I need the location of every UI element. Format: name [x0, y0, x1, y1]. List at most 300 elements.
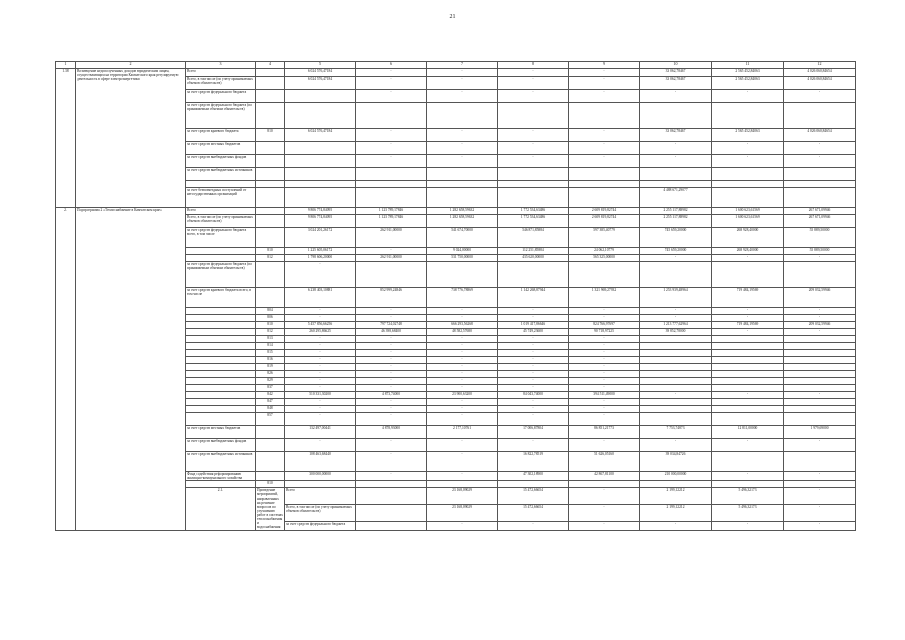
amount-cell: - [356, 69, 427, 77]
amount-cell: - [356, 378, 427, 385]
budget-code-cell: 804 [256, 308, 285, 315]
amount-cell: - [427, 521, 498, 530]
amount-cell: - [285, 371, 356, 378]
amount-cell: - [712, 90, 784, 103]
amount-cell: 5 496,32173 [712, 504, 784, 521]
budget-code-cell [356, 521, 427, 530]
amount-cell: 209 032,59946 [784, 288, 856, 308]
amount-cell: 852 999,24846 [356, 288, 427, 308]
amount-cell [640, 343, 712, 350]
amount-cell: 1 225 605,06172 [285, 248, 356, 255]
amount-cell [356, 168, 427, 181]
budget-code-cell [256, 90, 285, 103]
amount-cell: - [285, 262, 356, 288]
amount-cell: 33 062,78467 [640, 69, 712, 77]
amount-cell: 262 911,00000 [356, 228, 427, 248]
amount-cell [784, 364, 856, 371]
budget-code-cell [256, 103, 285, 129]
amount-cell: - [427, 406, 498, 413]
amount-cell: - [784, 155, 856, 168]
amount-cell: - [569, 155, 640, 168]
amount-cell: - [712, 155, 784, 168]
amount-cell: 51 626,05160 [569, 452, 640, 472]
amount-cell: 4 488 671,29077 [640, 188, 712, 208]
amount-cell [784, 168, 856, 181]
funding-source-cell: за счет средств федерального бюджета (по принимаемым объемам обязательств) [186, 262, 256, 288]
funding-source-cell: за счет средств краевого бюджета всего, в том числе [186, 288, 256, 308]
budget-code-cell [256, 262, 285, 288]
amount-cell: 23 900,63200 [427, 392, 498, 399]
amount-cell: 48 582,57680 [427, 329, 498, 336]
amount-cell [712, 378, 784, 385]
column-header: 3 [186, 62, 256, 69]
amount-cell: - [427, 364, 498, 371]
amount-cell [784, 452, 856, 472]
funding-source-cell: за счет средств внебюджетных источников [186, 452, 256, 472]
amount-cell [427, 481, 498, 488]
funding-source-cell [186, 181, 256, 188]
amount-cell [285, 181, 356, 188]
funding-source-cell: за счет средств федерального бюджета всего, в том числе [186, 228, 256, 248]
amount-cell: - [285, 385, 356, 392]
amount-cell [640, 364, 712, 371]
funding-source-cell [186, 385, 256, 392]
amount-cell [498, 188, 569, 208]
funding-source-cell [186, 255, 256, 262]
amount-cell: - [712, 255, 784, 262]
funding-source-cell [186, 343, 256, 350]
amount-cell: 55 889,50000 [784, 248, 856, 255]
amount-cell: - [498, 357, 569, 364]
column-header: 7 [427, 62, 498, 69]
item-description-cell: Подпрограмма 2 «Теплоснабжение в Камчатском крае» [76, 208, 186, 531]
funding-source-cell: за счет средств федерального бюджета [285, 521, 356, 530]
amount-cell: - [712, 142, 784, 155]
amount-cell: 39 852,78000 [640, 329, 712, 336]
amount-cell: - [356, 343, 427, 350]
amount-cell: - [356, 155, 427, 168]
budget-code-cell: 819 [256, 364, 285, 371]
amount-cell: - [285, 406, 356, 413]
budget-code-cell [256, 472, 285, 481]
amount-cell: 2 199,12212 [640, 488, 712, 505]
amount-cell: 12 811,00000 [712, 426, 784, 439]
amount-cell [640, 262, 712, 288]
budget-code-cell: 814 [256, 343, 285, 350]
amount-cell [640, 181, 712, 188]
amount-cell: 1 142 268,87944 [498, 288, 569, 308]
amount-cell [712, 188, 784, 208]
amount-cell [569, 103, 640, 129]
amount-cell [784, 371, 856, 378]
amount-cell: 23 168,09029 [427, 504, 498, 521]
budget-code-cell: 810 [256, 322, 285, 329]
amount-cell: 824 766,97697 [569, 322, 640, 329]
amount-cell [640, 336, 712, 343]
amount-cell [285, 188, 356, 208]
amount-cell [498, 168, 569, 181]
amount-cell: - [640, 439, 712, 452]
budget-code-cell [256, 155, 285, 168]
amount-cell: - [498, 378, 569, 385]
amount-cell [712, 336, 784, 343]
amount-cell [784, 406, 856, 413]
budget-code-cell: 848 [256, 406, 285, 413]
amount-cell: - [712, 521, 784, 530]
amount-cell: - [784, 90, 856, 103]
amount-cell: 33 062,78467 [640, 129, 712, 142]
amount-cell [640, 378, 712, 385]
amount-cell [712, 357, 784, 364]
amount-cell: - [569, 315, 640, 322]
amount-cell: - [285, 364, 356, 371]
amount-cell [640, 413, 712, 426]
amount-cell: 42 867,81100 [569, 472, 640, 481]
amount-cell [640, 357, 712, 364]
amount-cell: - [784, 255, 856, 262]
amount-cell [569, 481, 640, 488]
amount-cell: 4 026 060,84654 [784, 69, 856, 77]
budget-code-cell: 810 [256, 129, 285, 142]
amount-cell: 2 199,12212 [640, 504, 712, 521]
amount-cell: 4 026 060,84654 [784, 77, 856, 90]
amount-cell: - [784, 315, 856, 322]
amount-cell [356, 188, 427, 208]
funding-source-cell [186, 392, 256, 399]
amount-cell: 17 006,87804 [498, 426, 569, 439]
amount-cell [356, 181, 427, 188]
amount-cell: 565 325,00000 [569, 255, 640, 262]
amount-cell: - [569, 357, 640, 364]
funding-source-cell [186, 329, 256, 336]
amount-cell: - [356, 452, 427, 472]
amount-cell: - [498, 336, 569, 343]
item-description-cell: Возмещение недополученных доходов юридическим лицам, осуществляющим на территории Камчатского края регулируемую деятельность в сфере электроэнергетики [76, 69, 186, 208]
amount-cell: 597 385,40779 [569, 228, 640, 248]
amount-cell: - [427, 399, 498, 406]
funding-source-cell [186, 336, 256, 343]
amount-cell: 2 565 452,84063 [712, 77, 784, 90]
amount-cell: - [640, 392, 712, 399]
amount-cell: - [427, 343, 498, 350]
amount-cell: 1 213 777,62964 [640, 322, 712, 329]
budget-code-cell [356, 504, 427, 521]
funding-source-cell [186, 371, 256, 378]
column-header: 10 [640, 62, 712, 69]
amount-cell: - [285, 413, 356, 426]
amount-cell: 2 565 452,84063 [712, 69, 784, 77]
amount-cell: 6 024 576,47184 [285, 129, 356, 142]
amount-cell: - [285, 315, 356, 322]
funding-source-cell: за счет средств местных бюджетов [186, 142, 256, 155]
funding-source-cell: за счет безвозмездных поступлений от негосударственных организаций [186, 188, 256, 208]
amount-cell: 132 497,00441 [285, 426, 356, 439]
amount-cell [640, 168, 712, 181]
amount-cell: - [569, 364, 640, 371]
amount-cell: - [356, 413, 427, 426]
amount-cell: 797 724,02748 [356, 322, 427, 329]
amount-cell: - [569, 406, 640, 413]
amount-cell: 262 911,00000 [356, 255, 427, 262]
amount-cell: - [784, 504, 856, 521]
amount-cell: - [285, 378, 356, 385]
budget-code-cell [256, 288, 285, 308]
amount-cell: 33 062,78467 [640, 77, 712, 90]
amount-cell [784, 357, 856, 364]
amount-cell: 268 928,40000 [712, 248, 784, 255]
amount-cell [427, 188, 498, 208]
amount-cell: - [356, 77, 427, 90]
amount-cell: - [784, 329, 856, 336]
amount-cell [285, 168, 356, 181]
amount-cell [712, 168, 784, 181]
budget-code-cell: 816 [256, 357, 285, 364]
amount-cell [640, 406, 712, 413]
amount-cell: - [498, 308, 569, 315]
amount-cell: - [427, 69, 498, 77]
amount-cell [498, 262, 569, 288]
amount-cell: - [569, 488, 640, 505]
budget-code-cell: 857 [256, 413, 285, 426]
amount-cell: - [427, 90, 498, 103]
amount-cell: - [569, 69, 640, 77]
amount-cell [285, 155, 356, 168]
budget-code-cell: 806 [256, 315, 285, 322]
amount-cell: 666 293,56268 [427, 322, 498, 329]
funding-source-cell: Всего, в том числе (по учету принимаемых объемов обязательств) [186, 215, 256, 228]
budget-code-cell: 812 [256, 329, 285, 336]
item-description-cell: Проведение мероприятий, направленных на решение вопросов по улучшению работ в системах теплоснабжения и водоснабжения [257, 488, 283, 530]
amount-cell: - [640, 142, 712, 155]
funding-source-cell: за счет средств федерального бюджета (по принимаемым объемам обязательств) [186, 103, 256, 129]
amount-cell: 4 878,93000 [356, 426, 427, 439]
amount-cell: - [356, 315, 427, 322]
amount-cell [640, 399, 712, 406]
amount-cell: - [356, 142, 427, 155]
amount-cell: 112 251,85884 [498, 248, 569, 255]
amount-cell [784, 399, 856, 406]
amount-cell: - [640, 90, 712, 103]
amount-cell: - [356, 439, 427, 452]
amount-cell: - [356, 336, 427, 343]
amount-cell [356, 262, 427, 288]
budget-code-cell: 812 [256, 255, 285, 262]
funding-source-cell: за счет средств краевого бюджета [186, 129, 256, 142]
amount-cell: - [356, 129, 427, 142]
amount-cell: 300 000,00000 [285, 472, 356, 481]
amount-cell [712, 406, 784, 413]
amount-cell [712, 350, 784, 357]
amount-cell: 7 753,74873 [640, 426, 712, 439]
funding-source-cell [186, 413, 256, 426]
column-header: 11 [712, 62, 784, 69]
amount-cell: - [356, 248, 427, 255]
amount-cell: 5 457 856,66256 [285, 322, 356, 329]
amount-cell: 84 043,74000 [498, 392, 569, 399]
amount-cell [712, 385, 784, 392]
funding-source-cell [186, 315, 256, 322]
amount-cell: 1 600 623,61569 [712, 215, 784, 228]
table-row [56, 208, 856, 215]
amount-cell [784, 343, 856, 350]
amount-cell: - [640, 521, 712, 530]
amount-cell: - [498, 77, 569, 90]
amount-cell: - [498, 142, 569, 155]
amount-cell [569, 188, 640, 208]
amount-cell: - [498, 350, 569, 357]
amount-cell [784, 181, 856, 188]
amount-cell: - [285, 336, 356, 343]
amount-cell: 1 019 417,86646 [498, 322, 569, 329]
amount-cell: - [285, 350, 356, 357]
amount-cell: - [356, 90, 427, 103]
amount-cell: 3 024 201,26172 [285, 228, 356, 248]
amount-cell: 45 749,23600 [498, 329, 569, 336]
amount-cell: 6 024 576,47184 [285, 77, 356, 90]
amount-cell: - [784, 488, 856, 505]
amount-cell: 510 331,30200 [285, 392, 356, 399]
amount-cell [427, 181, 498, 188]
amount-cell: - [427, 308, 498, 315]
funding-source-cell [186, 481, 256, 488]
amount-cell: - [569, 350, 640, 357]
amount-cell [285, 103, 356, 129]
amount-cell: - [640, 308, 712, 315]
funding-source-cell: за счет средств внебюджетных фондов [186, 439, 256, 452]
amount-cell: 9 806 774,84095 [285, 215, 356, 228]
amount-cell: - [427, 385, 498, 392]
amount-cell [712, 262, 784, 288]
table-body [56, 69, 856, 531]
amount-cell [712, 371, 784, 378]
budget-code-cell: 810 [256, 481, 285, 488]
amount-cell: - [427, 439, 498, 452]
amount-cell: 4 026 060,84654 [784, 129, 856, 142]
amount-cell: 2 565 452,84063 [712, 129, 784, 142]
funding-source-cell: Всего, в том числе (по учету принимаемых объемов обязательств) [186, 77, 256, 90]
funding-source-cell: за счет средств внебюджетных фондов [186, 155, 256, 168]
amount-cell: 15 472,66654 [498, 488, 569, 505]
budget-code-cell [356, 488, 427, 505]
amount-cell: - [356, 308, 427, 315]
amount-cell: - [712, 439, 784, 452]
budget-code-cell [256, 77, 285, 90]
amount-cell: 267 671,09946 [784, 215, 856, 228]
funding-source-cell: за счет средств внебюджетных источников [186, 168, 256, 181]
amount-cell: - [569, 504, 640, 521]
amount-cell [569, 181, 640, 188]
amount-cell: 6 024 576,47184 [285, 69, 356, 77]
amount-cell [569, 168, 640, 181]
amount-cell: - [498, 371, 569, 378]
amount-cell: 46 398,68400 [356, 329, 427, 336]
amount-cell: - [285, 343, 356, 350]
amount-cell: 1 253 939,48964 [640, 288, 712, 308]
budget-code-cell [256, 439, 285, 452]
amount-cell: 541 674,70000 [427, 228, 498, 248]
amount-cell: 719 484,19569 [712, 288, 784, 308]
amount-cell [427, 168, 498, 181]
amount-cell: 9 806 774,84095 [285, 208, 356, 215]
item-number-cell: 2.1. [186, 488, 256, 530]
amount-cell [569, 262, 640, 288]
amount-cell: 2 609 819,82744 [569, 215, 640, 228]
budget-code-cell: 829 [256, 378, 285, 385]
amount-cell [640, 385, 712, 392]
amount-cell: 16 822,78519 [498, 452, 569, 472]
amount-cell: - [569, 142, 640, 155]
amount-cell: 745 659,20000 [640, 228, 712, 248]
amount-cell [784, 103, 856, 129]
amount-cell: 108 463,68440 [285, 452, 356, 472]
amount-cell [784, 385, 856, 392]
amount-cell: - [427, 77, 498, 90]
amount-cell: - [498, 406, 569, 413]
amount-cell: 210 000,00000 [640, 472, 712, 481]
amount-cell: 2 177,10761 [427, 426, 498, 439]
column-header: 5 [285, 62, 356, 69]
funding-source-cell: за счет средств местных бюджетов [186, 426, 256, 439]
amount-cell: - [427, 378, 498, 385]
column-header: 8 [498, 62, 569, 69]
amount-cell: 738 776,78869 [427, 288, 498, 308]
column-header: 1 [56, 62, 76, 69]
column-header: 6 [356, 62, 427, 69]
amount-cell: 24 062,10779 [569, 248, 640, 255]
amount-cell: 531 750,00000 [427, 255, 498, 262]
amount-cell: 2 255 117,88982 [640, 215, 712, 228]
amount-cell: - [356, 350, 427, 357]
amount-cell: 435 620,00000 [498, 255, 569, 262]
amount-cell: 267 671,09946 [784, 208, 856, 215]
amount-cell: - [784, 308, 856, 315]
amount-cell [784, 413, 856, 426]
header-row [56, 62, 856, 69]
amount-cell: - [427, 452, 498, 472]
amount-cell: 1 282 658,59632 [427, 208, 498, 215]
amount-cell [712, 452, 784, 472]
amount-cell [712, 481, 784, 488]
amount-cell: - [427, 357, 498, 364]
amount-cell: - [285, 357, 356, 364]
amount-cell [427, 103, 498, 129]
funding-source-cell [186, 248, 256, 255]
amount-cell: 4 873,74000 [356, 392, 427, 399]
amount-cell: 39 034,84726 [640, 452, 712, 472]
budget-code-cell: 842 [256, 392, 285, 399]
amount-cell: - [498, 439, 569, 452]
amount-cell: - [569, 521, 640, 530]
budget-code-cell [256, 142, 285, 155]
amount-cell [784, 336, 856, 343]
amount-cell: 5 496,32173 [712, 488, 784, 505]
budget-code-cell: 837 [256, 385, 285, 392]
budget-code-cell [256, 69, 285, 77]
amount-cell: - [427, 350, 498, 357]
item-number-cell: 2. [56, 208, 76, 531]
amount-cell: - [427, 336, 498, 343]
amount-cell [498, 481, 569, 488]
funding-source-cell: Всего [285, 488, 356, 505]
amount-cell: - [356, 472, 427, 481]
amount-cell [498, 181, 569, 188]
budget-code-cell [256, 181, 285, 188]
amount-cell [285, 90, 356, 103]
amount-cell [498, 103, 569, 129]
amount-cell [784, 378, 856, 385]
amount-cell: - [784, 472, 856, 481]
amount-cell: - [285, 439, 356, 452]
